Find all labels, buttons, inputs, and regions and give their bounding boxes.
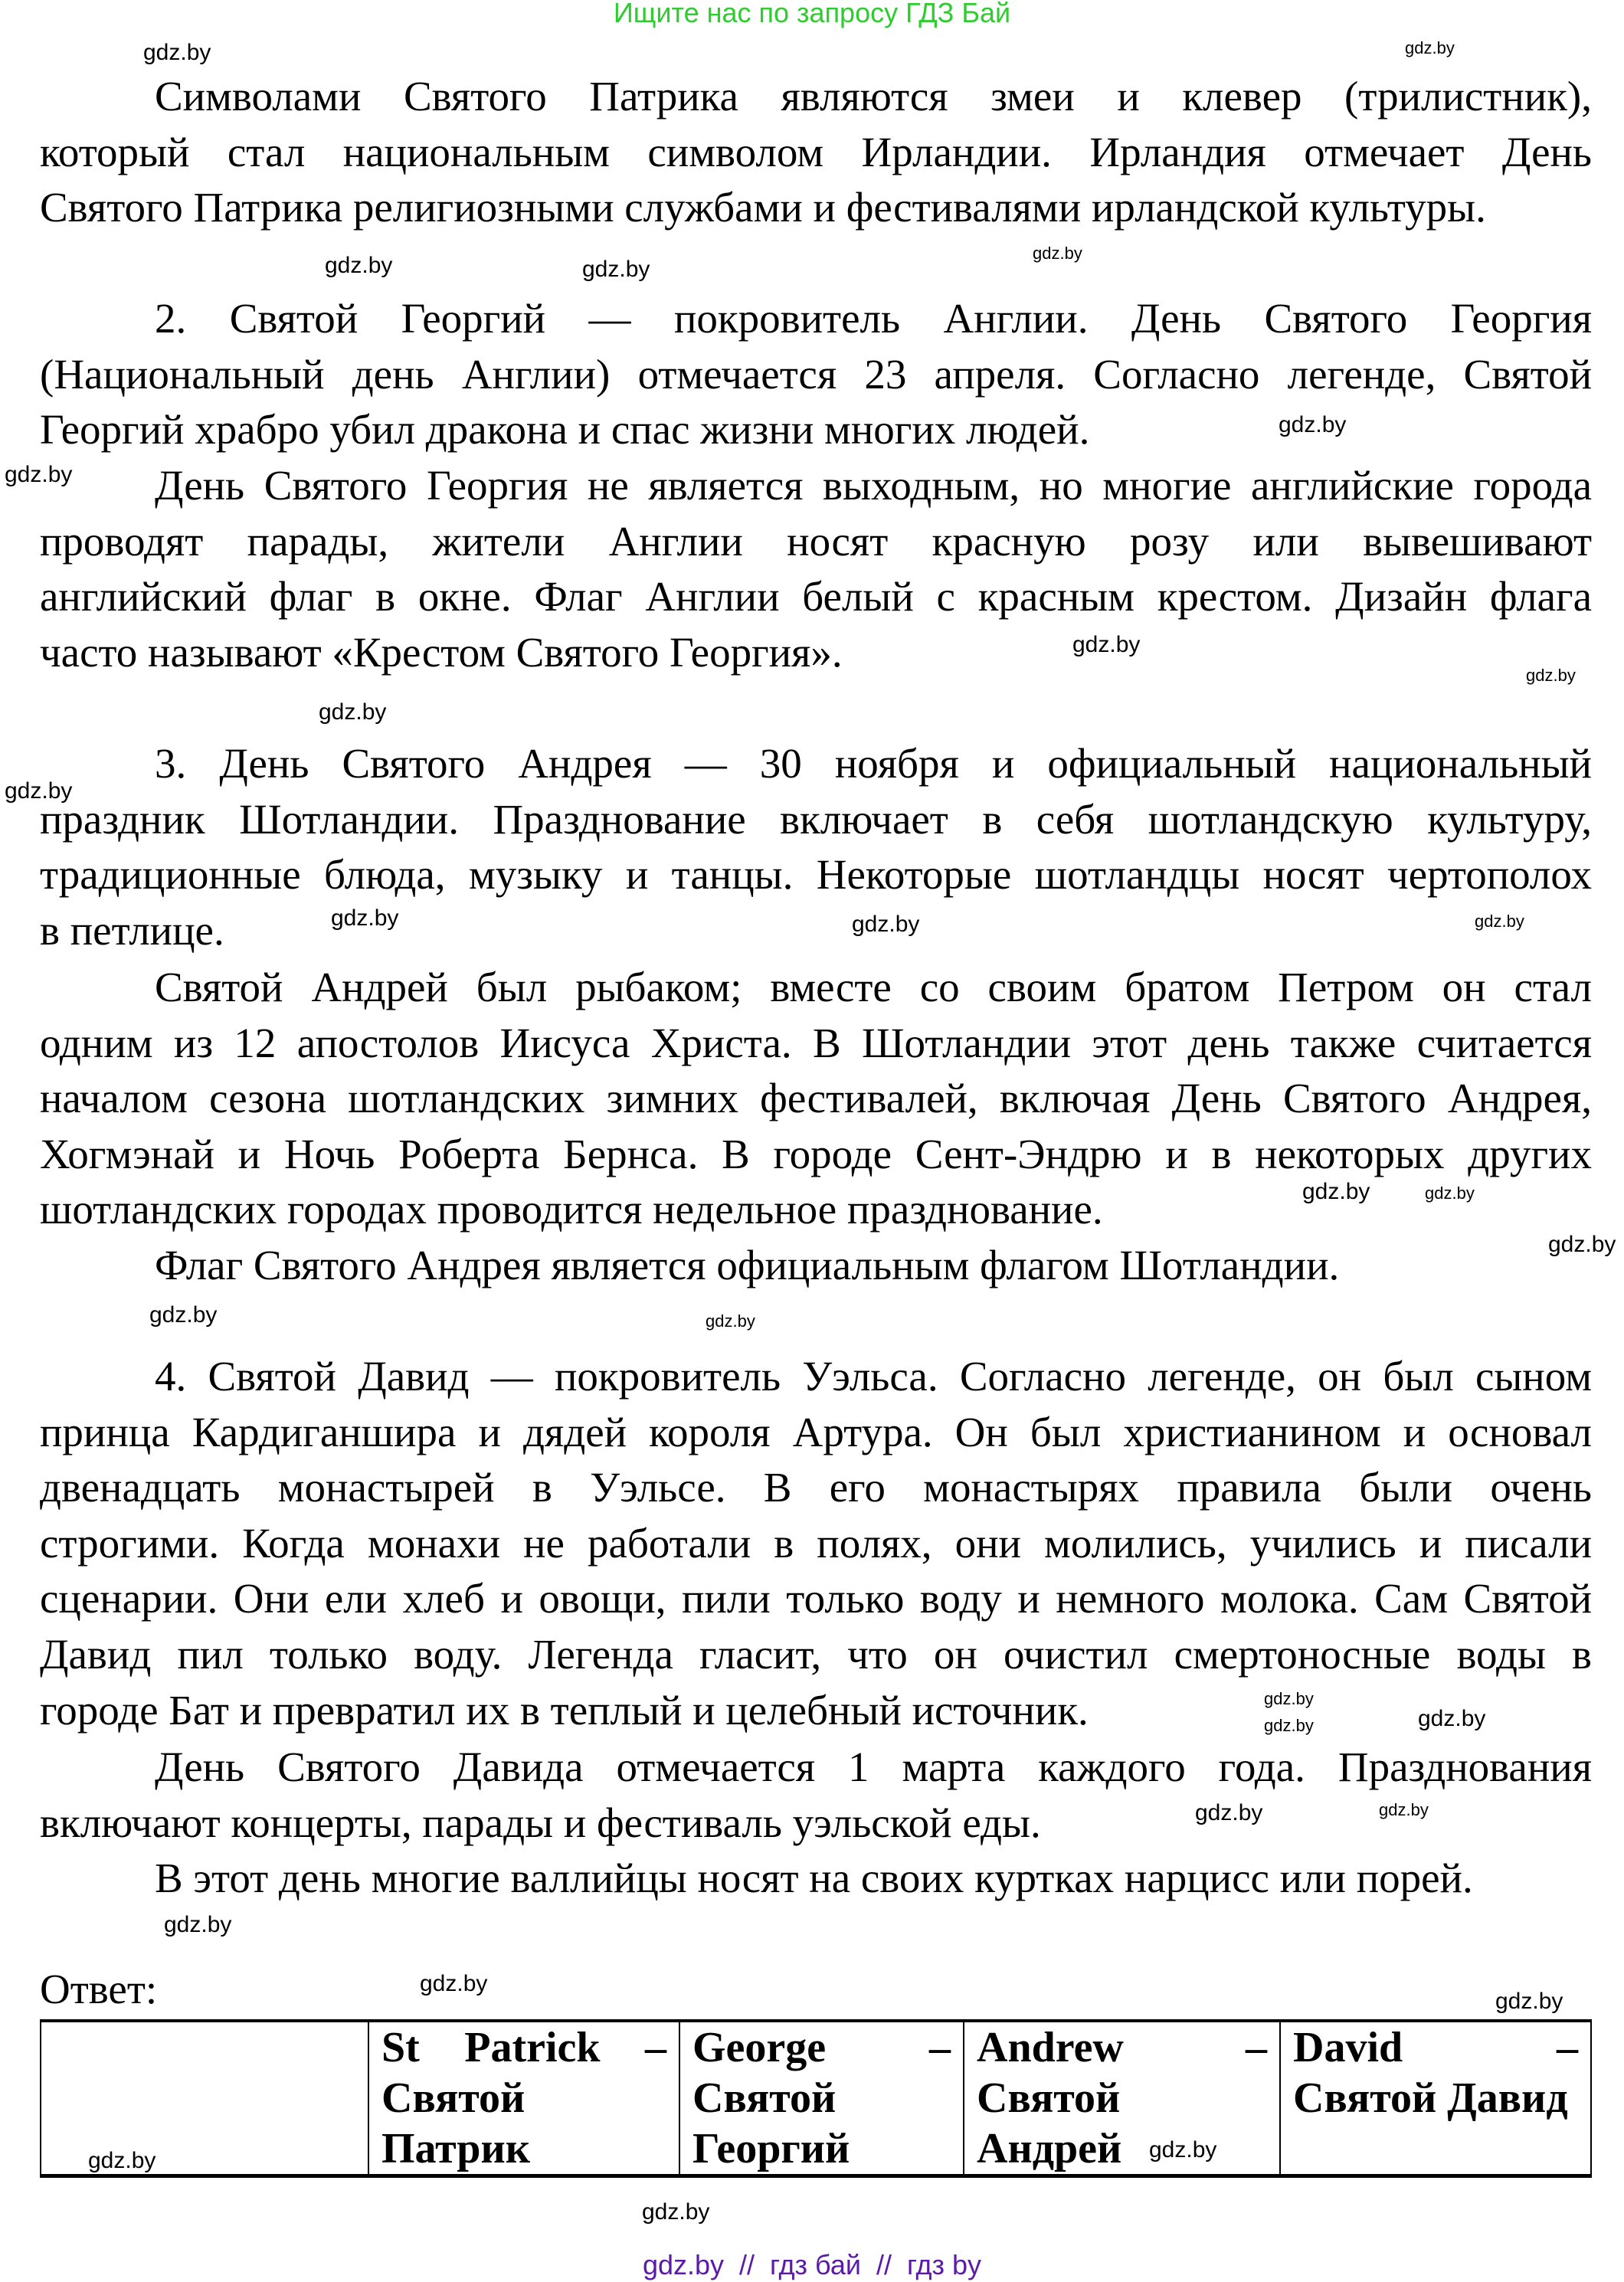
text-line: двенадцать монастырей в Уэльсе. В его монастырях правила были очень xyxy=(40,1464,1592,1511)
paragraph xyxy=(40,1349,1592,1738)
answer-label: Ответ: xyxy=(40,1966,158,2012)
cell-line: George – xyxy=(692,2024,951,2071)
paragraph xyxy=(40,291,1592,458)
text-line: День Святого Георгия не является выходным, но многие английские города xyxy=(155,462,1592,509)
text-line: 3. День Святого Андрея — 30 ноября и официальный национальный xyxy=(155,740,1592,787)
paragraph xyxy=(40,736,1592,958)
text-line: в петлице. xyxy=(40,906,224,954)
watermark: gdz.by xyxy=(319,699,387,725)
text-line: В этот день многие валлийцы носят на своих куртках нарцисс или порей. xyxy=(155,1855,1473,1901)
cell-line: Патрик xyxy=(381,2125,530,2172)
watermark: gdz.by xyxy=(325,253,393,278)
watermark: gdz.by xyxy=(331,905,399,931)
answer-cell-david xyxy=(1280,2021,1591,2176)
text-line: городе Бат и превратил их в теплый и целебный источник. xyxy=(40,1686,1089,1734)
cell-line: Святой Давид xyxy=(1293,2074,1568,2122)
cell-line: Георгий xyxy=(692,2125,850,2172)
watermark: gdz.by xyxy=(1264,1689,1314,1708)
text-line: проводят парады, жители Англии носят красную розу или вывешивают xyxy=(40,517,1592,565)
text-line: принца Кардиганшира и дядей короля Артура. Он был христианином и основал xyxy=(40,1408,1592,1455)
cell-line: Святой xyxy=(977,2074,1121,2122)
watermark: gdz.by xyxy=(1475,912,1524,931)
footer-links[interactable]: gdz.by // гдз бай // гдз by xyxy=(642,2249,982,2280)
watermark: gdz.by xyxy=(1379,1800,1429,1819)
search-banner: Ищите нас по запросу ГДЗ Бай xyxy=(613,0,1011,28)
watermark: gdz.by xyxy=(1526,666,1576,685)
text-line: часто называют «Крестом Святого Георгия». xyxy=(40,628,843,676)
watermark: gdz.by xyxy=(1302,1179,1370,1204)
text-line: Флаг Святого Андрея является официальным флагом Шотландии. xyxy=(155,1242,1340,1288)
watermark: gdz.by xyxy=(1033,244,1082,263)
watermark: gdz.by xyxy=(1264,1716,1314,1735)
watermark: gdz.by xyxy=(420,1971,488,1996)
watermark: gdz.by xyxy=(1495,1989,1563,2014)
watermark: gdz.by xyxy=(5,778,73,804)
text-line: Символами Святого Патрика являются змеи и клевер (трилистник), xyxy=(155,73,1592,120)
watermark: gdz.by xyxy=(1425,1184,1475,1203)
text-line: включают концерты, парады и фестиваль уэльской еды. xyxy=(40,1799,1041,1846)
watermark: gdz.by xyxy=(852,912,920,937)
watermark: gdz.by xyxy=(1195,1800,1263,1825)
text-line: сценарии. Они ели хлеб и овощи, пили только воду и немного молока. Сам Святой xyxy=(40,1575,1592,1622)
text-line: который стал национальным символом Ирландии. Ирландия отмечает День xyxy=(40,128,1592,175)
text-line: праздник Шотландии. Празднование включает в себя шотландскую культуру, xyxy=(40,795,1592,843)
watermark: gdz.by xyxy=(642,2199,710,2225)
text-line: Святой Андрей был рыбаком; вместе со своим братом Петром он стал xyxy=(155,964,1592,1010)
watermark: gdz.by xyxy=(164,1912,232,1937)
cell-line: Andrew – xyxy=(977,2024,1267,2071)
text-line: строгими. Когда монахи не работали в полях, они молились, учились и писали xyxy=(40,1519,1592,1567)
text-line: 2. Святой Георгий — покровитель Англии. День Святого Георгия xyxy=(155,295,1592,342)
text-line: Давид пил только воду. Легенда гласит, что он очистил смертоносные воды в xyxy=(40,1630,1592,1678)
watermark: gdz.by xyxy=(1279,412,1347,437)
cell-line: Святой xyxy=(692,2074,837,2122)
text-line: шотландских городах проводится недельное празднование. xyxy=(40,1186,1103,1233)
text-line: Георгий храбро убил дракона и спас жизни многих людей. xyxy=(40,406,1090,453)
text-line: одним из 12 апостолов Иисуса Христа. В Шотландии этот день также считается xyxy=(40,1019,1592,1066)
watermark: gdz.by xyxy=(5,462,73,487)
answer-cell-george xyxy=(679,2021,964,2176)
answer-cell-patrick xyxy=(368,2021,679,2176)
text-line: Святого Патрика религиозными службами и фестивалями ирландской культуры. xyxy=(40,184,1486,231)
paragraph xyxy=(40,458,1592,680)
watermark: gdz.by xyxy=(1149,2137,1217,2162)
cell-line: David – xyxy=(1293,2024,1578,2071)
watermark: gdz.by xyxy=(143,40,211,65)
paragraph xyxy=(40,1851,1592,1907)
watermark: gdz.by xyxy=(582,257,650,282)
text-line: традиционные блюда, музыку и танцы. Некоторые шотландцы носят чертополох xyxy=(40,851,1592,899)
table-row xyxy=(41,2021,1591,2176)
text-line: (Национальный день Англии) отмечается 23 апреля. Согласно легенде, Святой xyxy=(40,350,1592,398)
answer-table xyxy=(40,2019,1592,2178)
text-line: Хогмэнай и Ночь Роберта Бернса. В городе Сент-Эндрю и в некоторых других xyxy=(40,1130,1592,1177)
cell-line: Андрей xyxy=(977,2125,1122,2172)
paragraph xyxy=(40,1238,1592,1294)
text-line: началом сезона шотландских зимних фестивалей, включая День Святого Андрея, xyxy=(40,1075,1592,1122)
watermark: gdz.by xyxy=(706,1311,755,1331)
watermark: gdz.by xyxy=(88,2148,156,2173)
cell-line: Святой xyxy=(381,2074,526,2122)
paragraph xyxy=(40,1740,1592,1851)
watermark: gdz.by xyxy=(1418,1706,1486,1731)
watermark: gdz.by xyxy=(1072,632,1141,657)
watermark: gdz.by xyxy=(1405,38,1455,57)
watermark: gdz.by xyxy=(149,1302,218,1328)
paragraph xyxy=(40,69,1592,236)
text-line: День Святого Давида отмечается 1 марта каждого года. Празднования xyxy=(155,1743,1592,1790)
answer-cell-andrew xyxy=(964,2021,1280,2176)
text-line: английский флаг в окне. Флаг Англии белый с красным крестом. Дизайн флага xyxy=(40,573,1592,620)
text-line: 4. Святой Давид — покровитель Уэльса. Согласно легенде, он был сыном xyxy=(155,1353,1592,1400)
cell-line: St Patrick – xyxy=(381,2024,666,2071)
watermark: gdz.by xyxy=(1548,1232,1616,1257)
